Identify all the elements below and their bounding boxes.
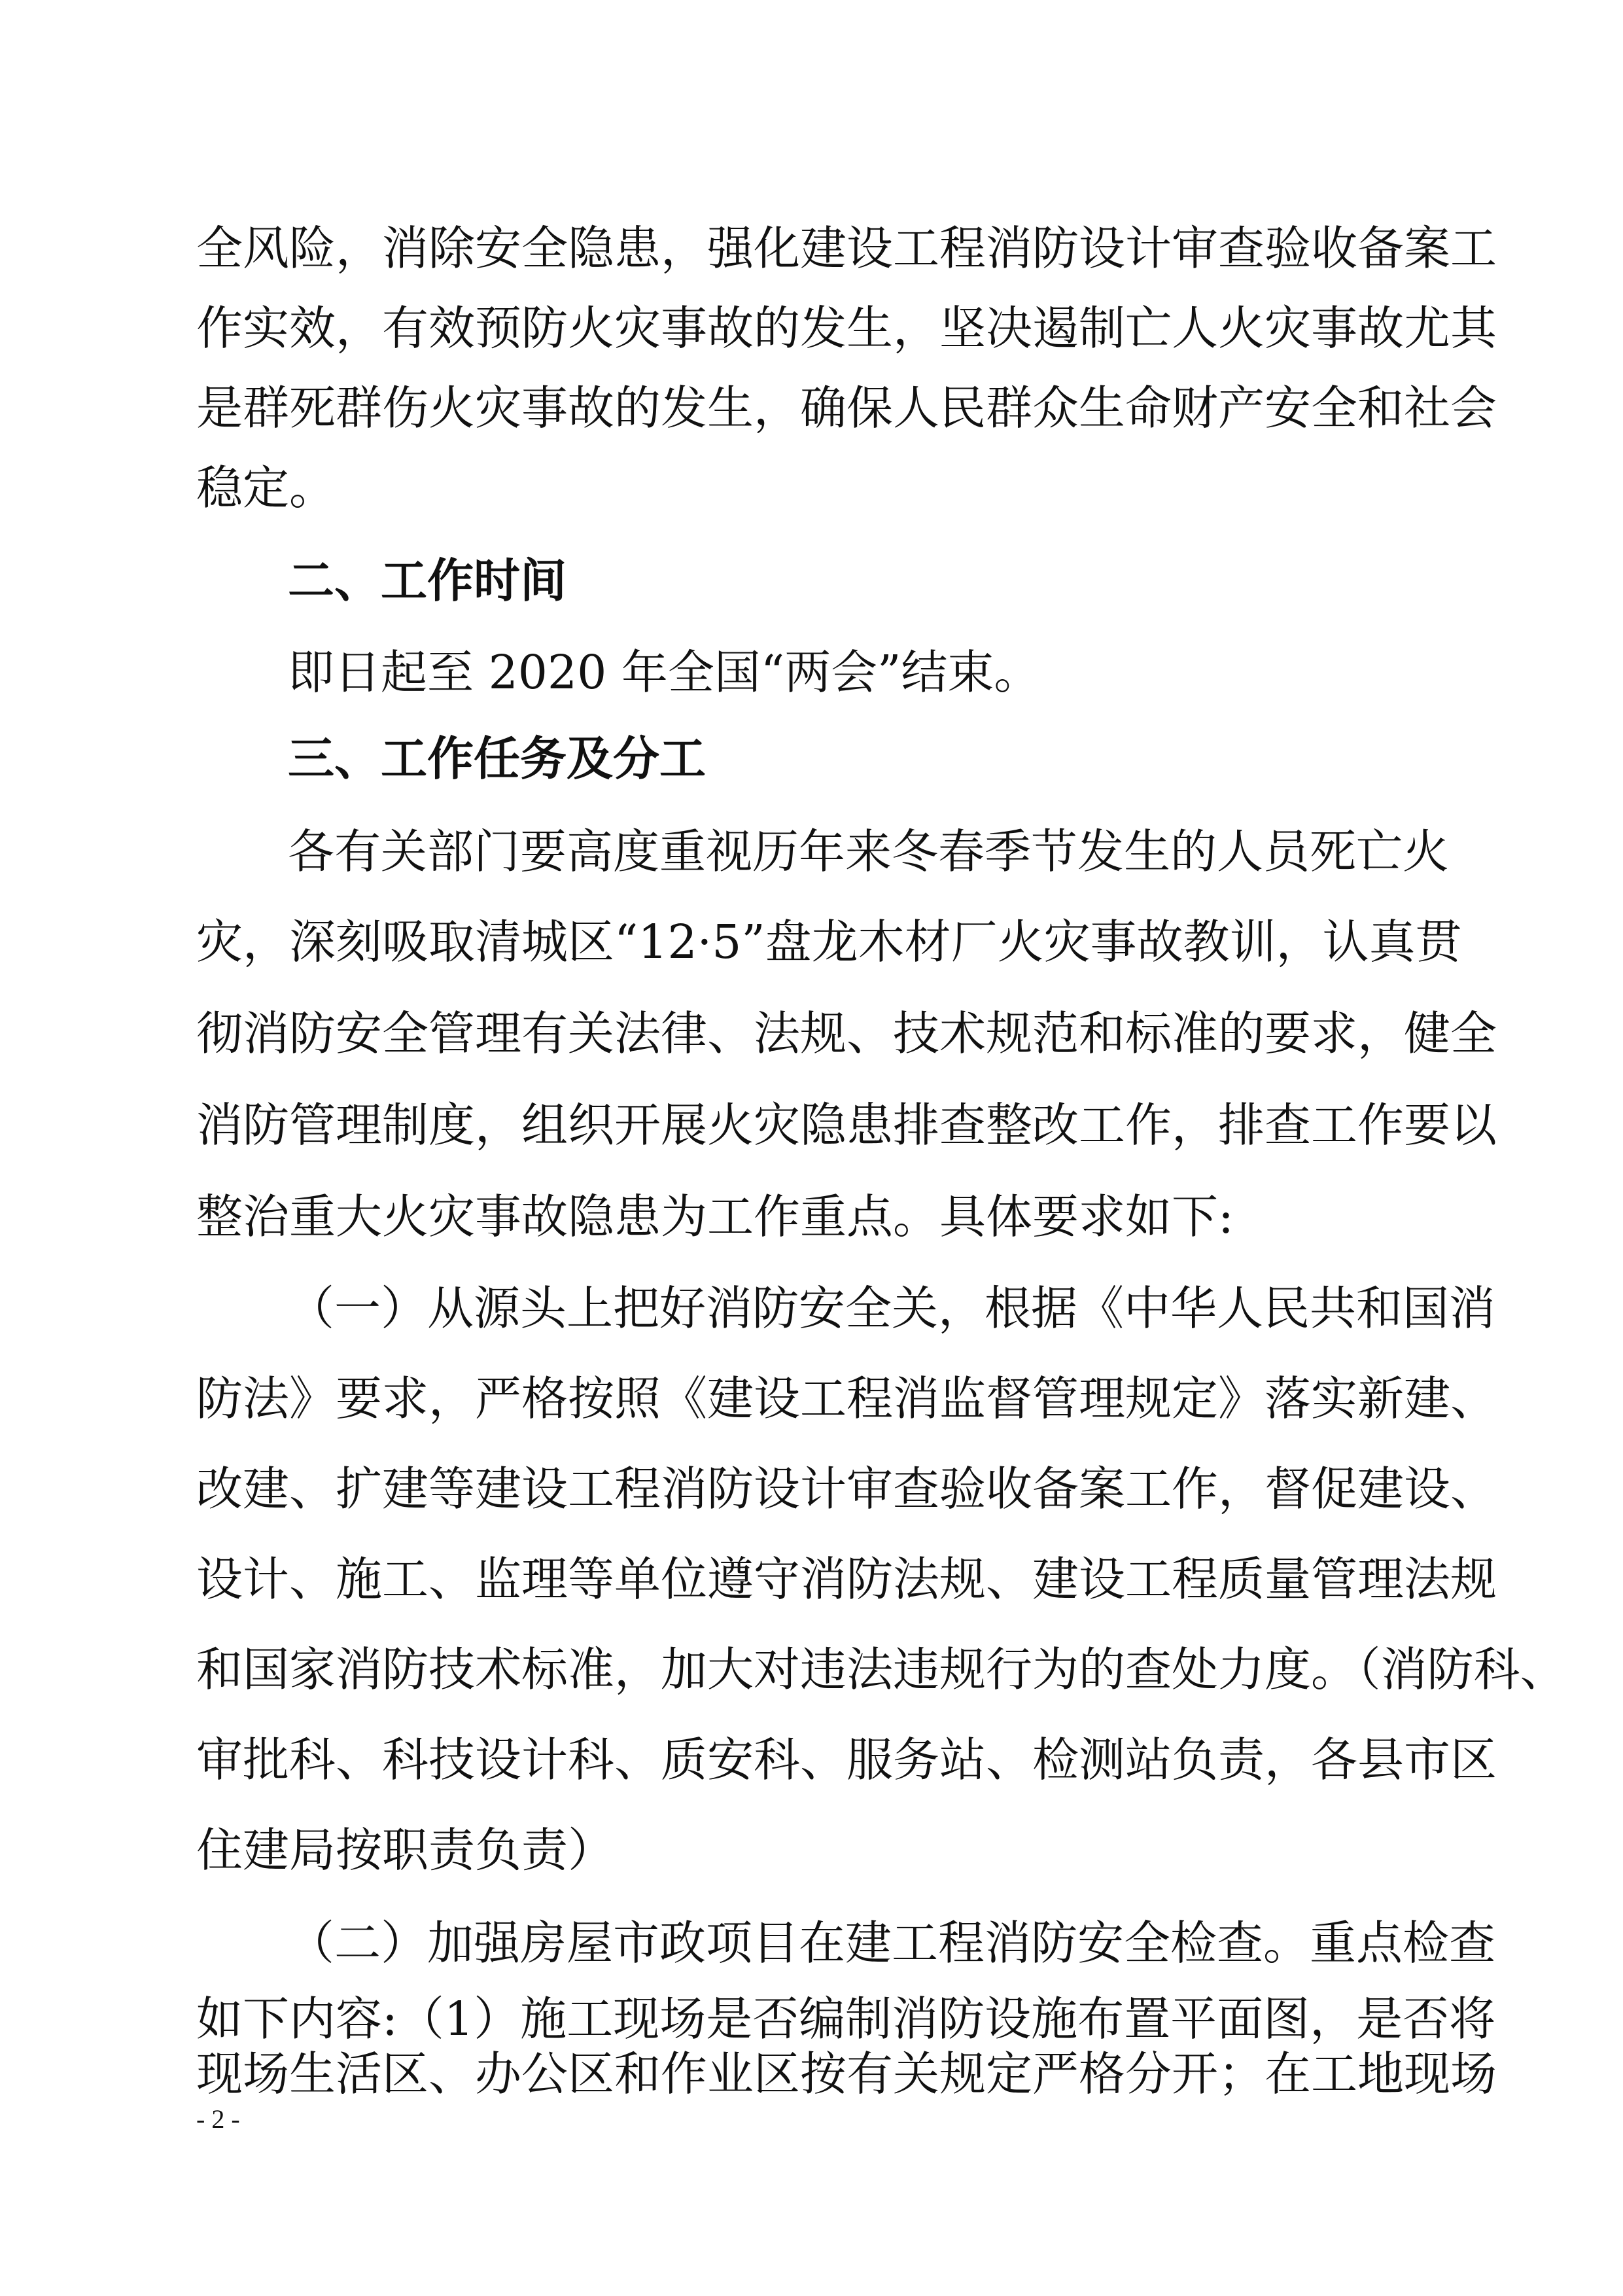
page-number: - 2 -: [196, 2104, 240, 2134]
body-line: 是群死群伤火灾事故的发生，确保人民群众生命财产安全和社会: [196, 381, 1497, 435]
body-line: 防法》要求，严格按照《建设工程消监督管理规定》落实新建、: [196, 1371, 1497, 1426]
body-line: 设计、施工、监理等单位遵守消防法规、建设工程质量管理法规: [196, 1552, 1497, 1606]
body-line: 各有关部门要高度重视历年来冬春季节发生的人员死亡火: [288, 824, 1450, 879]
body-line: 全风险，消除安全隐患，强化建设工程消防设计审查验收备案工: [196, 221, 1497, 275]
section-heading-tasks: 三、工作任务及分工: [288, 732, 707, 786]
body-line: 和国家消防技术标准，加大对违法违规行为的查处力度。（消防科、: [196, 1642, 1567, 1697]
body-line: 灾，深刻吸取清城区“12·5”盘龙木材厂火灾事故教训，认真贯: [196, 915, 1462, 969]
body-line: 整治重大火灾事故隐患为工作重点。具体要求如下:: [196, 1190, 1234, 1244]
body-line: 审批科、科技设计科、质安科、服务站、检测站负责，各县市区: [196, 1733, 1497, 1787]
body-line: 现场生活区、办公区和作业区按有关规定严格分开；在工地现场: [196, 2047, 1497, 2101]
body-line: （二）加强房屋市政项目在建工程消防安全检查。重点检查: [288, 1916, 1496, 1970]
body-line: 住建局按职责负责）: [196, 1823, 615, 1877]
body-line: 如下内容:（1）施工现场是否编制消防设施布置平面图，是否将: [196, 1992, 1496, 2046]
body-line: （一）从源头上把好消防安全关，根据《中华人民共和国消: [288, 1281, 1496, 1335]
body-line: 改建、扩建等建设工程消防设计审查验收备案工作，督促建设、: [196, 1462, 1497, 1516]
body-line: 即日起至 2020 年全国“两会”结束。: [288, 645, 1041, 699]
body-line: 消防管理制度，组织开展火灾隐患排查整改工作，排查工作要以: [196, 1098, 1497, 1152]
section-heading-work-time: 二、工作时间: [288, 554, 567, 608]
body-line: 稳定。: [196, 461, 336, 515]
body-line: 彻消防安全管理有关法律、法规、技术规范和标准的要求，健全: [196, 1006, 1497, 1061]
body-line: 作实效，有效预防火灾事故的发生，坚决遏制亡人火灾事故尤其: [196, 301, 1497, 355]
